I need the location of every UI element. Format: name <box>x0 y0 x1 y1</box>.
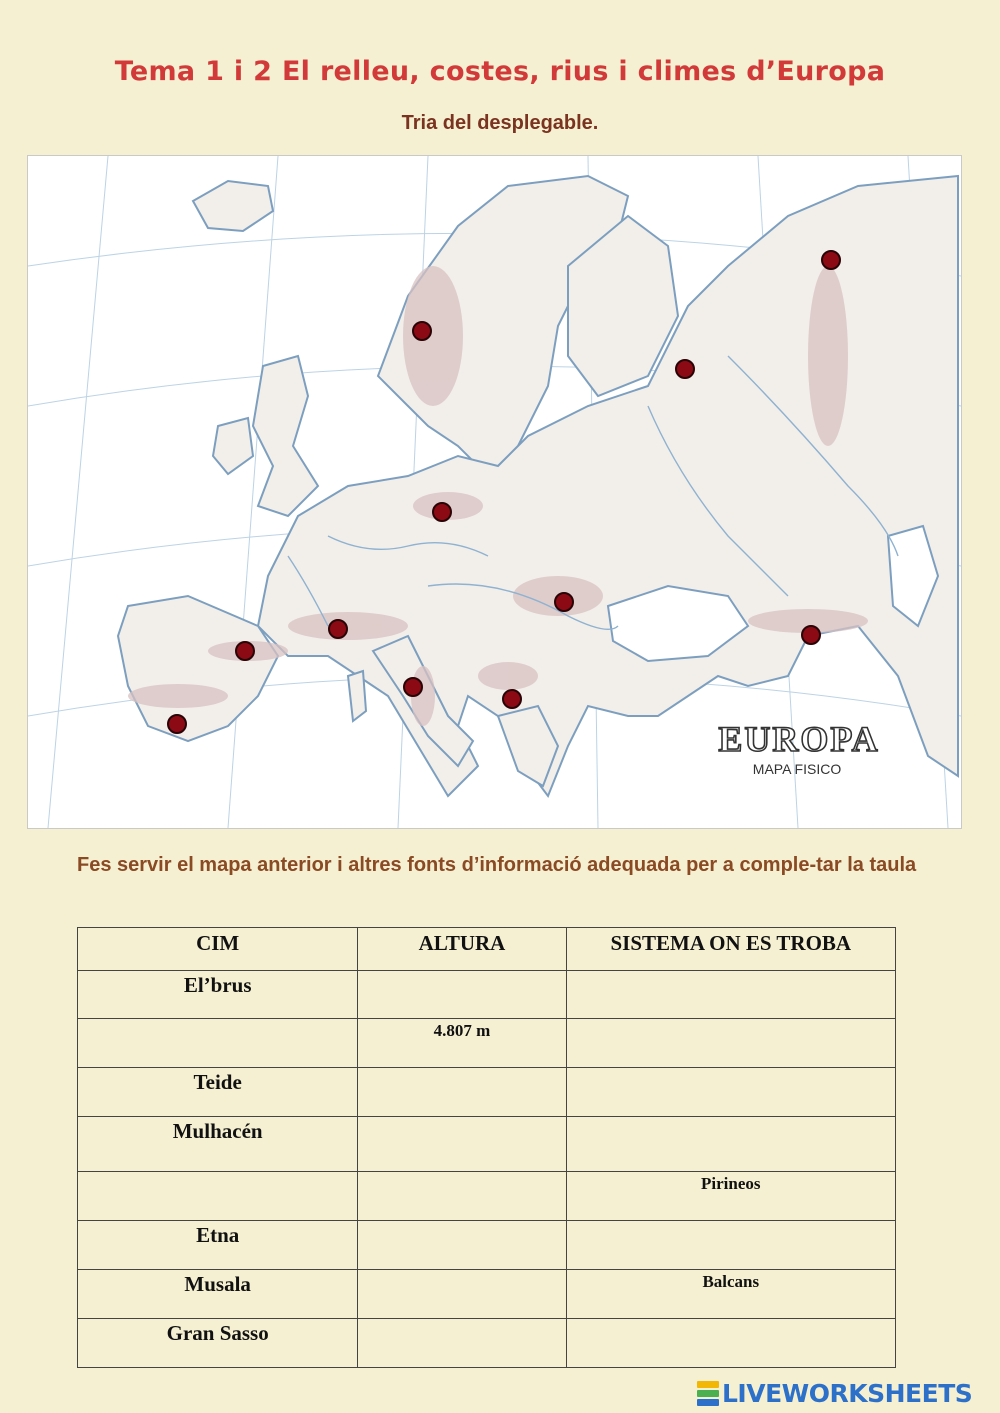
map-title: EUROPA <box>718 719 880 759</box>
liveworksheets-logo-icon <box>697 1380 719 1407</box>
cell-cim-dropdown[interactable] <box>78 1019 358 1068</box>
table-row <box>78 1319 896 1368</box>
cell-sistema-dropdown[interactable] <box>566 1068 895 1117</box>
map-subtitle: MAPA FISICO <box>752 761 842 777</box>
cell-altura-dropdown[interactable] <box>358 1117 566 1172</box>
cell-altura-dropdown[interactable] <box>358 971 566 1019</box>
table-header-row <box>78 928 896 971</box>
peak-marker <box>802 626 820 644</box>
header-cim: CIM <box>78 928 358 971</box>
peak-marker <box>822 251 840 269</box>
cell-sistema-dropdown[interactable] <box>566 1019 895 1068</box>
cell-altura-dropdown[interactable] <box>358 1221 566 1270</box>
cell-cim: Mulhacén <box>172 1119 263 1143</box>
cell-cim: El’brus <box>183 973 252 997</box>
worksheet-subtitle: Tria del desplegable. <box>401 112 599 134</box>
table-row <box>78 1117 896 1172</box>
peak-marker <box>676 360 694 378</box>
peak-marker <box>404 678 422 696</box>
cell-sistema-dropdown[interactable] <box>566 1117 895 1172</box>
instructions-text: Fes servir el mapa anterior i altres fonts d’informació adequada per a comple-tar la taula <box>77 854 917 876</box>
cell-altura: 4.807 m <box>433 1021 491 1040</box>
cell-cim: Etna <box>196 1223 240 1247</box>
peak-marker <box>413 322 431 340</box>
liveworksheets-logo <box>697 1378 972 1408</box>
cell-cim: Teide <box>193 1070 242 1094</box>
header-altura: ALTURA <box>358 928 566 971</box>
table-row <box>78 1221 896 1270</box>
cell-altura-dropdown[interactable] <box>358 1068 566 1117</box>
cell-sistema-dropdown[interactable] <box>566 971 895 1019</box>
map-canvas <box>28 156 961 828</box>
header-sistema: SISTEMA ON ES TROBA <box>566 928 895 971</box>
cell-sistema: Pirineos <box>701 1174 761 1193</box>
table-row <box>78 1019 896 1068</box>
peak-marker <box>236 642 254 660</box>
liveworksheets-logo-text: LIVEWORKSHEETS <box>722 1378 973 1408</box>
cell-altura-dropdown[interactable] <box>358 1270 566 1319</box>
cell-sistema-dropdown[interactable] <box>566 1221 895 1270</box>
cell-sistema-dropdown[interactable] <box>566 1319 895 1368</box>
peak-marker <box>433 503 451 521</box>
cell-cim: Musala <box>184 1272 251 1296</box>
peaks-table <box>77 927 896 1368</box>
cell-sistema: Balcans <box>702 1272 760 1291</box>
cell-cim: Gran Sasso <box>166 1321 269 1345</box>
cell-cim-dropdown[interactable] <box>78 1172 358 1221</box>
europe-physical-map <box>27 155 962 829</box>
peak-marker <box>329 620 347 638</box>
peak-marker <box>555 593 573 611</box>
table-row <box>78 1172 896 1221</box>
table-row <box>78 971 896 1019</box>
table-row <box>78 1068 896 1117</box>
table-row <box>78 1270 896 1319</box>
peak-marker <box>168 715 186 733</box>
worksheet-title: Tema 1 i 2 El relleu, costes, rius i climes d’Europa <box>114 56 886 87</box>
peak-marker <box>503 690 521 708</box>
cell-altura-dropdown[interactable] <box>358 1172 566 1221</box>
cell-altura-dropdown[interactable] <box>358 1319 566 1368</box>
